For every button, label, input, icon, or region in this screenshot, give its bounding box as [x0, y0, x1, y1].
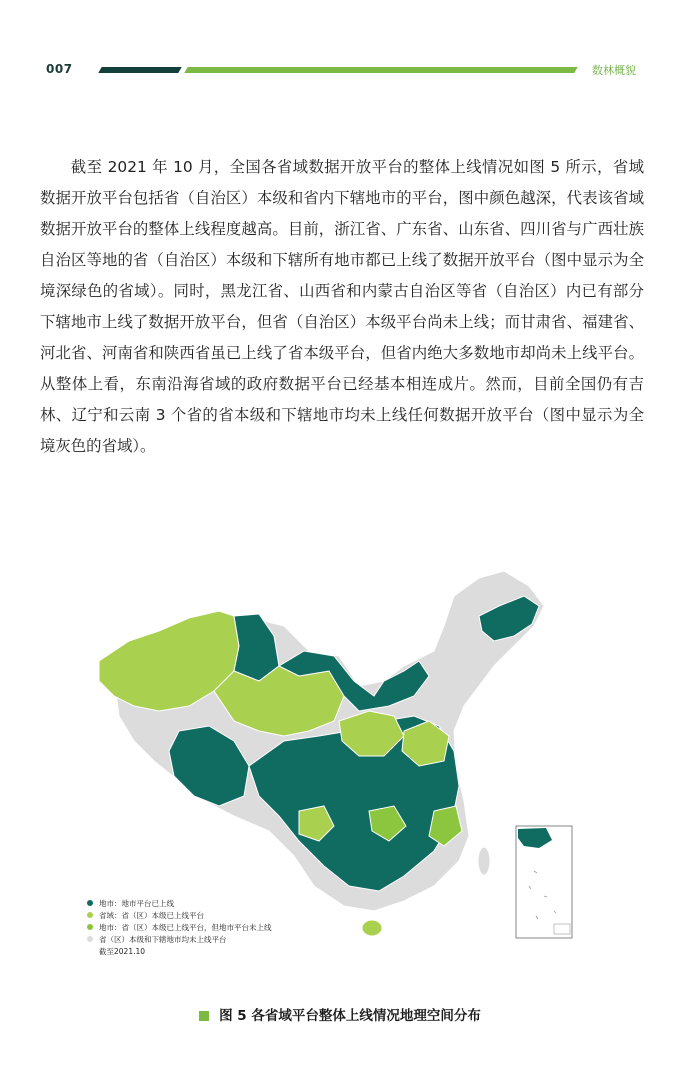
map-inset-label-box	[554, 924, 570, 934]
legend-label: 省（区）本级和下辖地市均未上线平台	[99, 934, 227, 944]
legend-item	[87, 921, 347, 933]
legend-swatch	[87, 924, 93, 930]
header-bar-green	[184, 67, 577, 73]
figure-caption	[0, 1004, 680, 1024]
body-paragraph: 截至 2021 年 10 月，全国各省域数据开放平台的整体上线情况如图 5 所示，省域数据开放平台包括省（自治区）本级和省内下辖地市的平台，图中颜色越深，代表该省域数据开放平台的整体上线程度越高。目前，浙江省、广东省、山东省、四川省与广西壮族自治区等地的省（自治区）本级和下辖所有地市都已上线了数据开放平台（图中显示为全境深绿色的省域）。同时，黑龙江省、山西省和内蒙古自治区等省（自治区）内已有部分下辖地市上线了数据开放平台，但省（自治区）本级平台尚未上线；而甘肃省、福建省、河北省、河南省和陕西省虽已上线了省本级平台，但省内绝大多数地市却尚未上线平台。从整体上看，东南沿海省域的政府数据平台已经基本相连成片。然而，目前全国仍有吉林、辽宁和云南 3 个省的省本级和下辖地市均未上线任何数据开放平台（图中显示为全境灰色的省域）。	[40, 158, 644, 455]
legend-date: 截至2021.10	[99, 946, 146, 956]
map-region-taiwan	[478, 847, 490, 875]
legend-date-row	[87, 945, 347, 957]
page-number: 007	[46, 62, 73, 76]
legend-swatch	[87, 936, 93, 942]
legend-item	[87, 933, 347, 945]
legend-swatch	[87, 912, 93, 918]
map-region-hainan	[362, 920, 382, 936]
legend-label: 地市：地市平台已上线	[99, 898, 174, 908]
caption-text: 图 5 各省域平台整体上线情况地理空间分布	[219, 1008, 481, 1024]
legend-item	[87, 897, 347, 909]
section-title: 数林概貌	[592, 64, 636, 77]
legend-item	[87, 909, 347, 921]
header-bar-dark	[98, 67, 181, 73]
legend-label: 地市：省（区）本级已上线平台，但地市平台未上线	[99, 922, 272, 932]
page-header	[0, 0, 680, 100]
caption-marker	[199, 1011, 209, 1021]
legend-label: 省域：省（区）本级已上线平台	[99, 910, 204, 920]
map-legend	[87, 897, 347, 957]
legend-swatch	[87, 900, 93, 906]
